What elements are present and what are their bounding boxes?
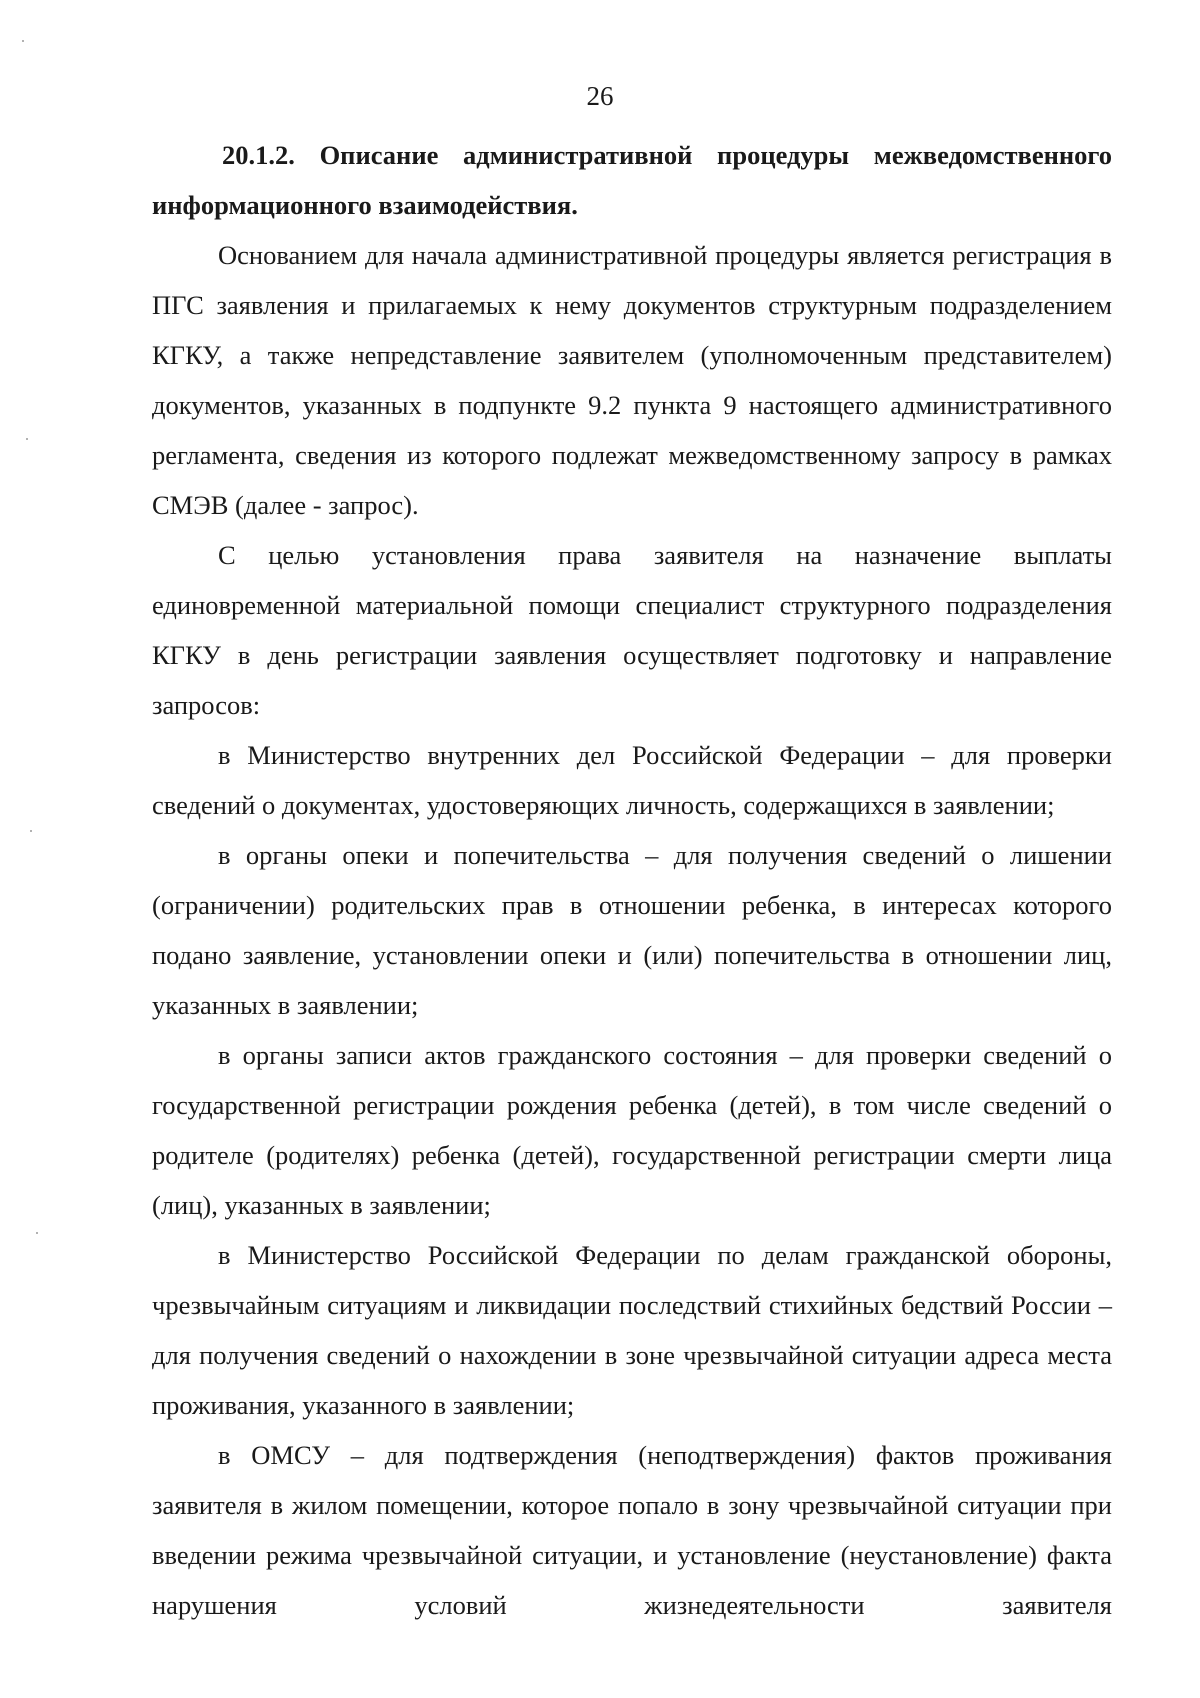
document-body: [152, 130, 1112, 1630]
paragraph: в Министерство Российской Федерации по делам гражданской обороны, чрезвычайным ситуациям и ликвидации последствий стихийных бедствий России – для получения сведений о нахождении в зоне чрезвычайной ситуации адреса места проживания, указанного в заявлении;: [152, 1240, 1112, 1420]
section-heading: 20.1.2. Описание административной процедуры межведомственного информационного взаимодействия.: [152, 140, 1112, 220]
scan-artifact-mark: [26, 438, 28, 440]
scan-artifact-mark: [30, 830, 32, 832]
paragraph: Основанием для начала административной процедуры является регистрация в ПГС заявления и прилагаемых к нему документов структурным подразделением КГКУ, а также непредставление заявителем (уполномоченным представителем) документов, указанных в подпункте 9.2 пункта 9 настоящего административного регламента, сведения из которого подлежат межведомственному запросу в рамках СМЭВ (далее - запрос).: [152, 240, 1112, 520]
paragraph: в органы опеки и попечительства – для получения сведений о лишении (ограничении) родительских прав в отношении ребенка, в интересах которого подано заявление, установлении опеки и (или) попечительства в отношении лиц, указанных в заявлении;: [152, 840, 1112, 1020]
scan-artifact-mark: [36, 1232, 38, 1234]
scan-artifact-mark: [22, 40, 24, 42]
page-number: 26: [586, 81, 614, 111]
paragraph: в органы записи актов гражданского состояния – для проверки сведений о государственной регистрации рождения ребенка (детей), в том числе сведений о родителе (родителях) ребенка (детей), государственной регистрации смерти лица (лиц), указанных в заявлении;: [152, 1040, 1112, 1220]
paragraph: в ОМСУ – для подтверждения (неподтверждения) фактов проживания заявителя в жилом помещении, которое попало в зону чрезвычайной ситуации при введении режима чрезвычайной ситуации, и установление (неустановление) факта нарушения условий жизнедеятельности заявителя: [152, 1440, 1112, 1620]
paragraph: С целью установления права заявителя на назначение выплаты единовременной материальной помощи специалист структурного подразделения КГКУ в день регистрации заявления осуществляет подготовку и направление запросов:: [152, 540, 1112, 720]
paragraph: в Министерство внутренних дел Российской Федерации – для проверки сведений о документах, удостоверяющих личность, содержащихся в заявлении;: [152, 740, 1112, 820]
